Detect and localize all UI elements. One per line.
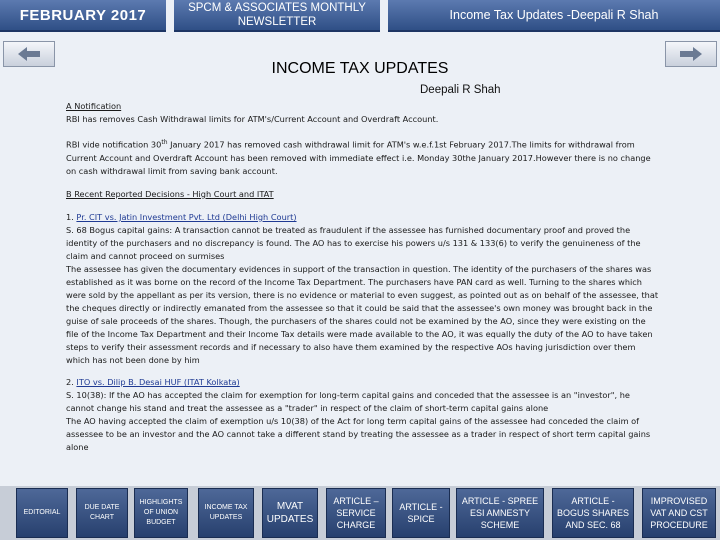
nav-budget-highlights[interactable]: HIGHLIGHTS OF UNION BUDGET [134, 488, 188, 538]
arrow-right-icon [680, 47, 702, 61]
case-2-body: The AO having accepted the claim of exemption u/s 10(38) of the Act for long term capital gains of the assessee had conceded the claim of assessee to be an investor and the AO cannot take a different stand by treating the assessee as a trader in respect of short term capital gains alone [66, 415, 651, 452]
case-2-link[interactable]: ITO vs. Dilip B. Desai HUF (ITAT Kolkata) [76, 376, 240, 387]
case-2-title: 2. ITO vs. Dilip B. Desai HUF (ITAT Kolkata) [66, 376, 240, 387]
section-title-tab: Income Tax Updates -Deepali R Shah [388, 0, 720, 32]
nav-due-date-chart[interactable]: DUE DATE CHART [76, 488, 128, 538]
nav-improvised-vat-cst[interactable]: IMPROVISED VAT AND CST PROCEDURE [642, 488, 716, 538]
section-a-label: A Notification [66, 101, 122, 111]
nav-article-spree[interactable]: ARTICLE - SPREE ESI AMNESTY SCHEME [456, 488, 544, 538]
author-name: Deepali R Shah [420, 84, 501, 96]
arrow-left-icon [18, 47, 40, 61]
section-b-label: B Recent Reported Decisions - High Court and ITAT [66, 188, 274, 199]
nav-mvat-updates[interactable]: MVAT UPDATES [262, 488, 318, 538]
nav-income-tax-updates[interactable]: INCOME TAX UPDATES [198, 488, 254, 538]
top-bar [0, 0, 720, 32]
case-1-title: 1. Pr. CIT vs. Jatin Investment Pvt. Ltd (Delhi High Court) [66, 211, 297, 222]
date-tab: FEBRUARY 2017 [0, 0, 166, 32]
nav-article-service-charge[interactable]: ARTICLE – SERVICE CHARGE [326, 488, 386, 538]
case-1-body: The assessee has given the documentary evidences in support of the transaction in question. The identity of the purchasers of the shares was established as it was borne on the record of the Income Tax Department. The purchasers have PAN card as well. Turning to the shares which were sold by the appellant as per its version, there is no evidence or material to even suggest, as pointed out as on behalf of the assessee, that the cheques directly or indirectly emanated from the assessee so that it could be said that the assessee's own money was brought back in the guise of sale proceeds of the shares. Though, the purchasers of the shares could not be examined by the AO, since they were existing on the file of the Income Tax Department and their Income Tax details were made available to the AO, it was equally the duty of the AO to have taken steps to verify their assessment records and if necessary to also have them examined by the respective AOs having jurisdiction over them which has not been done by him [66, 263, 659, 365]
article-content [66, 100, 660, 454]
case-1-link[interactable]: Pr. CIT vs. Jatin Investment Pvt. Ltd (Delhi High Court) [76, 211, 297, 222]
case-2-headnote: S. 10(38): If the AO has accepted the claim for exemption for long-term capital gains and conceded that the assessee is an "investor", he cannot change his stand and treat the assessee as a "trader" in respect of the claim of short-term capital gains alone [66, 389, 630, 413]
nav-editorial[interactable]: EDITORIAL [16, 488, 68, 538]
section-a-summary: RBI has removes Cash Withdrawal limits for ATM's/Current Account and Overdraft Account. [66, 114, 439, 124]
nav-article-bogus-shares[interactable]: ARTICLE - BOGUS SHARES AND SEC. 68 [552, 488, 634, 538]
nav-article-spice[interactable]: ARTICLE - SPICE [392, 488, 450, 538]
newsletter-tab[interactable]: SPCM & ASSOCIATES MONTHLY NEWSLETTER [174, 0, 380, 32]
case-1-headnote: S. 68 Bogus capital gains: A transaction cannot be treated as fraudulent if the assessee has furnished documentary proof and proved the identity of the purchasers and no discrepancy is found. The AO has to exercise his powers u/s 131 & 133(6) to verify the genuineness of the claim and cannot proceed on surmises [66, 224, 641, 261]
page-title: INCOME TAX UPDATES [271, 60, 449, 77]
section-a-body: RBI vide notification 30th January 2017 has removed cash withdrawal limit for ATM's w.e.f.1st February 2017.The limits for withdrawal from Current Account and Overdraft Account has been removed with immediate effect i.e. Monday 30the January 2017.However there is no change on cash withdrawal limit from saving bank account. [66, 139, 651, 176]
